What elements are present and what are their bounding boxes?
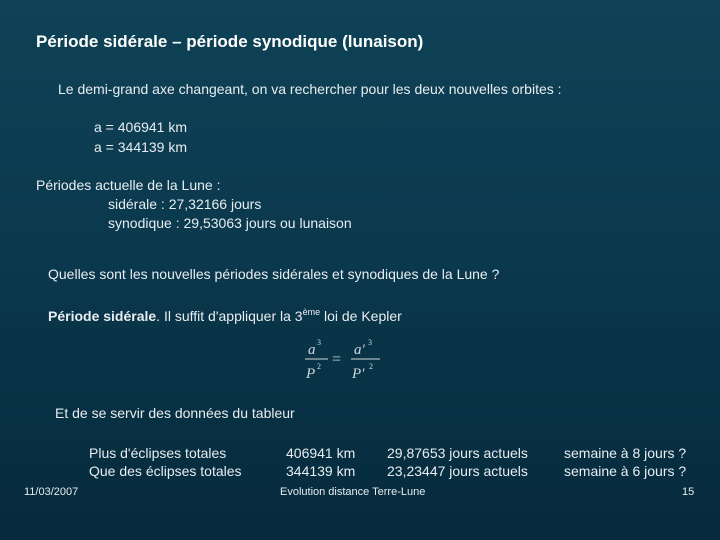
formula-left-denominator-exp: 2 [317, 362, 321, 371]
sidereal-current: sidérale : 27,32166 jours [108, 196, 262, 212]
footer-date: 11/03/2007 [24, 486, 79, 498]
formula-equals: = [332, 351, 342, 368]
page-number: 15 [682, 486, 695, 498]
table-row-1-period: 29,87653 jours actuels [387, 445, 528, 461]
footer-title: Evolution distance Terre-Lune [280, 486, 426, 498]
formula-right-numerator-exp: 3 [368, 338, 372, 347]
orbit-value-2: a = 344139 km [94, 139, 188, 155]
spreadsheet-text: Et de se servir des données du tableur [55, 405, 295, 421]
formula-left-denominator: P [306, 366, 316, 382]
table-row-2-note: semaine à 6 jours ? [564, 463, 687, 479]
table-row-2-label: Que des éclipses totales [89, 463, 242, 479]
kepler-text-before: . Il suffit d'appliquer la 3 [156, 308, 303, 324]
formula-left-numerator: a [308, 342, 316, 358]
kepler-line [48, 308, 402, 323]
orbit-value-1: a = 406941 km [94, 119, 188, 135]
formula-left-numerator-exp: 3 [317, 338, 321, 347]
kepler-formula [300, 334, 390, 384]
table-row-1-note: semaine à 8 jours ? [564, 445, 687, 461]
formula-right-denominator: P' [352, 366, 365, 382]
intro-text: Le demi-grand axe changeant, on va rechercher pour les deux nouvelles orbites : [58, 81, 562, 97]
question-text: Quelles sont les nouvelles périodes sidérales et synodiques de la Lune ? [48, 266, 500, 282]
table-row-1-label: Plus d'éclipses totales [89, 445, 227, 461]
kepler-bold-label: Période sidérale [48, 308, 157, 324]
slide-title: Période sidérale – période synodique (lunaison) [36, 32, 424, 51]
synodic-current: synodique : 29,53063 jours ou lunaison [108, 215, 352, 231]
formula-right-denominator-exp: 2 [369, 362, 373, 371]
table-row-2-distance: 344139 km [286, 463, 356, 479]
table-row-1-distance: 406941 km [286, 445, 356, 461]
kepler-superscript: ème [302, 307, 321, 317]
table-row-2-period: 23,23447 jours actuels [387, 463, 528, 479]
periods-heading: Périodes actuelle de la Lune : [36, 177, 221, 193]
kepler-text-after: loi de Kepler [320, 308, 402, 324]
formula-right-numerator: a' [354, 342, 365, 358]
